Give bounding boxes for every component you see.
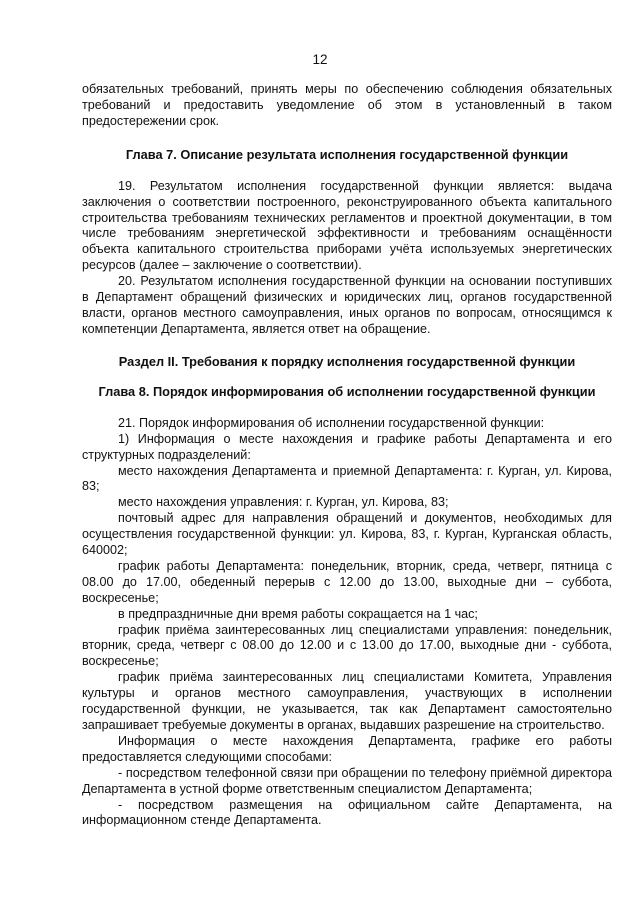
paragraph-postal-address: почтовый адрес для направления обращений и документов, необходимых для осуществления государственной функции: ул. Кирова, 83, г. Курган, Курганская область, 640002; (82, 511, 612, 558)
paragraph-21: 21. Порядок информирования об исполнении государственной функции: (118, 415, 545, 430)
paragraph-continuation: обязательных требований, принять меры по обеспечению соблюдения обязательных требований и предоставить уведомление об этом в установленный в таком предостережении срок. (82, 82, 612, 128)
paragraph-department-location: место нахождения Департамента и приемной Департамента: г. Курган, ул. Кирова, 83; (82, 463, 612, 494)
page-number: 12 (312, 52, 328, 67)
paragraph-by-website: - посредством размещения на официальном сайте Департамента, на информационном стенде Департамента. (82, 797, 612, 828)
paragraph-reception-schedule: график приёма заинтересованных лиц специалистами управления: понедельник, вторник, среда, четверг с 08.00 до 12.00 и с 13.00 до 17.00, выходные дни - суббота, воскресенье; (82, 622, 612, 669)
paragraph-19: 19. Результатом исполнения государственной функции является: выдача заключения о соответствии построенного, реконструированного объекта капитального строительства требованиям технических регламентов и проектной документации, в том числе требованиям энергетической эффективности и требованиям оснащённости объекта капитального строительства приборами учёта используемых энергетических ресурсов (далее – заключение о соответствии). (82, 178, 612, 273)
paragraph-office-location: место нахождения управления: г. Курган, ул. Кирова, 83; (118, 495, 449, 510)
paragraph-20: 20. Результатом исполнения государственной функции на основании поступивших в Департамент обращений физических и юридических лиц, органов государственной власти, органов местного самоуправления, иных органов по вопросам, относящимся к компетенции Департамента, является ответ на обращение. (82, 274, 612, 336)
chapter-7-heading: Глава 7. Описание результата исполнения государственной функции (125, 146, 569, 162)
paragraph-holiday-hours: в предпраздничные дни время работы сокращается на 1 час; (118, 606, 478, 621)
paragraph-21-1: 1) Информация о месте нахождения и графике работы Департамента и его структурных подразделений: (82, 431, 612, 462)
paragraph-by-phone: - посредством телефонной связи при обращении по телефону приёмной директора Департамента в устной форме ответственным специалистом Департамента; (82, 765, 612, 796)
chapter-8-heading: Глава 8. Порядок информирования об исполнении государственной функции (98, 383, 596, 399)
document-body (82, 82, 612, 829)
section-2-heading: Раздел II. Требования к порядку исполнения государственной функции (118, 353, 576, 369)
paragraph-info-methods: Информация о месте нахождения Департамента, графике его работы предоставляется следующими способами: (82, 733, 612, 764)
paragraph-work-schedule: график работы Департамента: понедельник, вторник, среда, четверг, пятница с 08.00 до 17.00, обеденный перерыв с 12.00 до 13.00, выходные дни – суббота, воскресенье; (82, 558, 612, 605)
paragraph-committee-reception: график приёма заинтересованных лиц специалистами Комитета, Управления культуры и органов местного самоуправления, участвующих в исполнении государственной функции, не указывается, так как Департамент самостоятельно запрашивает требуемые документы в органах, выдавших разрешение на строительство. (82, 670, 612, 732)
